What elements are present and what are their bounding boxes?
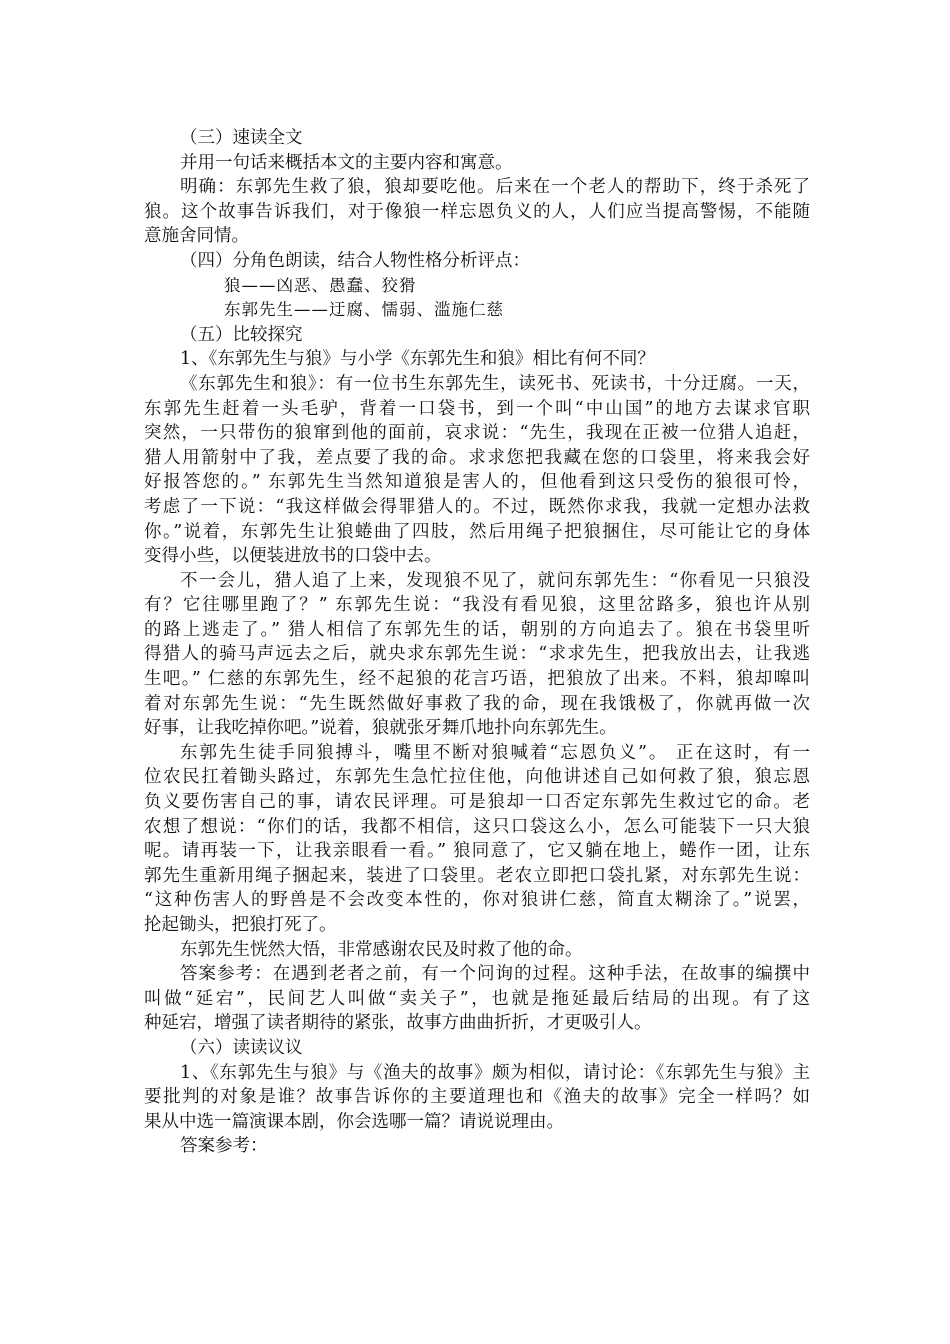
text-line: 种延宕，增强了读者期待的紧张，故事方曲曲折折，才更吸引人。 (144, 1013, 652, 1034)
text-line: 东郭先生——迂腐、懦弱、滥施仁慈 (224, 300, 504, 320)
text-line: （四）分角色朗读，结合人物性格分析评点： (180, 250, 530, 271)
text-line: 好事，让我吃掉你吧。”说着，狼就张牙舞爪地扑向东郭先生。 (144, 718, 617, 739)
text-line: 东郭先生恍然大悟，非常感谢农民及时救了他的命。 (180, 939, 583, 960)
text-line: 不一会儿，猎人追了上来，发现狼不见了，就问东郭先生：“你看见一只狼没 (180, 570, 810, 591)
text-line: 好报答您的。” 东郭先生当然知道狼是害人的，但他看到这只受伤的狼很可怜， (144, 472, 810, 493)
text-line: 农想了想说：“你们的话，我都不相信，这只口袋这么小，怎么可能装下一只大狼 (144, 816, 810, 837)
text-line: 意施舍同情。 (144, 226, 249, 247)
text-line: 要批判的对象是谁？故事告诉你的主要道理也和《渔夫的故事》完全一样吗？如 (144, 1087, 810, 1108)
text-line: 呢。请再装一下，让我亲眼看一看。” 狼同意了，它又躺在地上，蜷作一团，让东 (144, 841, 810, 862)
text-line: 果从中选一篇演课本剧，你会选哪一篇？请说说理由。 (144, 1111, 564, 1132)
text-line: 1、《东郭先生与狼》与小学《东郭先生和狼》相比有何不同？ (180, 349, 655, 370)
text-line: 你。”说着，东郭先生让狼蜷曲了四肢，然后用绳子把狼捆住，尽可能让它的身体 (144, 521, 810, 542)
text-line: 着对东郭先生说：“先生既然做好事救了我的命，现在我饿极了，你就再做一次 (144, 693, 810, 714)
text-line: 狼——凶恶、愚蠢、狡猾 (224, 275, 417, 295)
text-line: 有？它往哪里跑了？” 东郭先生说：“我没有看见狼，这里岔路多，狼也许从别 (144, 595, 810, 616)
text-line: 郭先生重新用绳子捆起来，装进了口袋里。老农立即把口袋扎紧，对东郭先生说： (144, 865, 810, 886)
text-line: 狼。这个故事告诉我们，对于像狼一样忘恩负义的人，人们应当提高警惕，不能随 (144, 201, 810, 222)
text-line: 猎人用箭射中了我，差点要了我的命。求求您把我藏在您的口袋里，将来我会好 (144, 447, 810, 468)
text-line: （三）速读全文 (180, 128, 303, 148)
text-line: 位农民扛着锄头路过，东郭先生急忙拉住他，向他讲述自己如何救了狼，狼忘恩 (144, 767, 810, 788)
text-line: 突然，一只带伤的狼窜到他的面前，哀求说：“先生，我现在正被一位猎人追赶， (144, 423, 810, 444)
text-line: 1、《东郭先生与狼》与《渔夫的故事》颇为相似，请讨论：《东郭先生与狼》主 (180, 1062, 810, 1083)
text-line: 答案参考：在遇到老者之前，有一个问询的过程。这种手法，在故事的编撰中 (180, 964, 810, 985)
text-line: “这种伤害人的野兽是不会改变本性的，你对狼讲仁慈，简直太糊涂了。”说罢， (144, 890, 810, 911)
text-line: 东郭先生徒手同狼搏斗，嘴里不断对狼喊着“忘恩负义”。 正在这时，有一 (180, 742, 810, 763)
text-line: 《东郭先生和狼》：有一位书生东郭先生，读死书、死读书，十分迂腐。一天， (180, 373, 810, 394)
text-line: 负义要伤害自己的事，请农民评理。可是狼却一口否定东郭先生救过它的命。老 (144, 792, 810, 813)
text-line: 并用一句话来概括本文的主要内容和寓意。 (180, 152, 513, 173)
text-line: 明确：东郭先生救了狼，狼却要吃他。后来在一个老人的帮助下，终于杀死了 (180, 177, 810, 198)
text-line: 生吧。” 仁慈的东郭先生，经不起狼的花言巧语，把狼放了出来。不料，狼却嗥叫 (144, 669, 810, 690)
text-line: 变得小些，以便装进放书的口袋中去。 (144, 546, 442, 567)
text-line: （六）读读议议 (180, 1037, 303, 1058)
document-body (144, 126, 810, 1159)
text-line: 东郭先生赶着一头毛驴，背着一口袋书，到一个叫“中山国”的地方去谋求官职 (144, 398, 810, 419)
text-line: 的路上逃走了。” 猎人相信了东郭先生的话，朝别的方向追去了。狼在书袋里听 (144, 619, 810, 640)
text-line: 叫做“延宕”，民间艺人叫做“卖关子”，也就是拖延最后结局的出现。有了这 (144, 988, 810, 1009)
text-line: 抡起锄头，把狼打死了。 (144, 915, 337, 935)
text-line: 得猎人的骑马声远去之后，就央求东郭先生说：“求求先生，把我放出去，让我逃 (144, 644, 810, 665)
text-line: 考虑了一下说：“我这样做会得罪猎人的。不过，既然你求我，我就一定想办法救 (144, 496, 810, 517)
text-line: 答案参考： (180, 1136, 268, 1157)
text-line: （五）比较探究 (180, 324, 303, 345)
